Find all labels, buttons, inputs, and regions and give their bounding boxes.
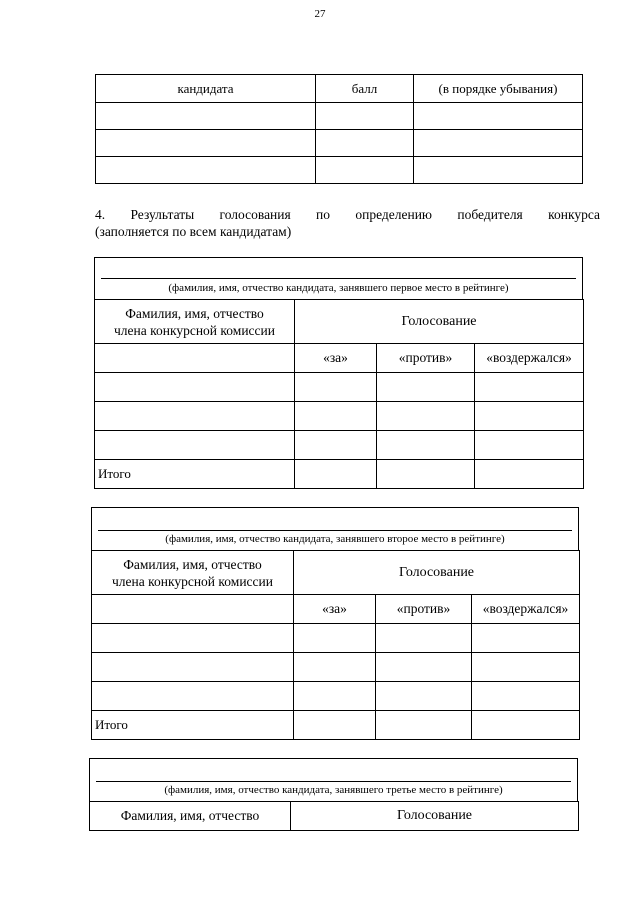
options-row [95, 344, 584, 373]
header-candidate: кандидата [96, 75, 316, 103]
total-row [92, 711, 580, 740]
fill-in-line [96, 781, 571, 782]
vote-table-1 [94, 299, 584, 489]
table-row [96, 103, 583, 130]
cell [95, 344, 295, 373]
member-name-header-line2: члена конкурсной комиссии [114, 322, 275, 338]
word: 4. [95, 207, 106, 222]
vote-table-3 [89, 801, 579, 831]
table-header-row [92, 551, 580, 595]
voting-header: Голосование [294, 551, 580, 595]
cell [316, 157, 414, 184]
cell [96, 130, 316, 157]
option-for: «за» [294, 595, 376, 624]
cell [376, 624, 472, 653]
cell [377, 431, 475, 460]
word: Результаты [130, 207, 195, 222]
voting-header: Голосование [291, 802, 579, 831]
word: определению [355, 207, 433, 222]
word: победителя [457, 207, 523, 222]
cell [95, 431, 295, 460]
cell [376, 682, 472, 711]
cell [92, 653, 294, 682]
cell [472, 682, 580, 711]
cell [316, 130, 414, 157]
section-4-paragraph [95, 206, 600, 240]
cell [295, 373, 377, 402]
candidate-3-name-box [89, 758, 578, 802]
fill-in-line [101, 278, 576, 279]
table-row [95, 402, 584, 431]
options-row [92, 595, 580, 624]
word: голосования [219, 207, 291, 222]
total-row [95, 460, 584, 489]
member-name-header-line1: Фамилия, имя, отчество [123, 556, 262, 572]
cell [294, 653, 376, 682]
cell [295, 402, 377, 431]
cell [92, 624, 294, 653]
cell [294, 711, 376, 740]
cell [95, 373, 295, 402]
candidate-2-name-box [91, 507, 579, 551]
cell [92, 682, 294, 711]
cell [95, 402, 295, 431]
candidates-rating-table [95, 74, 583, 184]
cell [475, 402, 584, 431]
table-row [92, 653, 580, 682]
total-label: Итого [92, 711, 294, 740]
cell [316, 103, 414, 130]
total-label: Итого [95, 460, 295, 489]
cell [472, 624, 580, 653]
table-row [96, 157, 583, 184]
candidate-1-caption: (фамилия, имя, отчество кандидата, занявшего первое место в рейтинге) [168, 282, 509, 294]
option-abstained: «воздержался» [475, 344, 584, 373]
cell [472, 653, 580, 682]
vote-table-2 [91, 550, 580, 740]
cell [294, 682, 376, 711]
option-against: «против» [377, 344, 475, 373]
table-row [92, 624, 580, 653]
cell [376, 653, 472, 682]
cell [414, 157, 583, 184]
table-header-row [90, 802, 579, 831]
voting-header: Голосование [295, 300, 584, 344]
cell [377, 402, 475, 431]
option-against: «против» [376, 595, 472, 624]
table-header-row [95, 300, 584, 344]
cell [376, 711, 472, 740]
member-name-header-line1: Фамилия, имя, отчество [125, 305, 264, 321]
cell [475, 373, 584, 402]
candidate-3-caption: (фамилия, имя, отчество кандидата, занявшего третье место в рейтинге) [164, 784, 503, 796]
member-name-header [95, 300, 295, 344]
cell [92, 595, 294, 624]
cell [475, 431, 584, 460]
word: по [316, 207, 331, 222]
paragraph-line-2: (заполняется по всем кандидатам) [95, 224, 292, 239]
header-score: балл [316, 75, 414, 103]
cell [96, 103, 316, 130]
cell [414, 103, 583, 130]
table-row [95, 373, 584, 402]
cell [475, 460, 584, 489]
cell [377, 373, 475, 402]
table-header-row [96, 75, 583, 103]
cell [96, 157, 316, 184]
candidate-1-name-box [94, 257, 583, 300]
paragraph-line-1 [95, 206, 600, 223]
cell [295, 431, 377, 460]
word: конкурса [548, 207, 600, 222]
member-name-header: Фамилия, имя, отчество [90, 802, 291, 831]
candidate-2-caption: (фамилия, имя, отчество кандидата, занявшего второе место в рейтинге) [165, 533, 505, 545]
table-row [96, 130, 583, 157]
member-name-header [92, 551, 294, 595]
header-order: (в порядке убывания) [414, 75, 583, 103]
option-for: «за» [295, 344, 377, 373]
option-abstained: «воздержался» [472, 595, 580, 624]
cell [295, 460, 377, 489]
cell [377, 460, 475, 489]
cell [294, 624, 376, 653]
fill-in-line [98, 530, 572, 531]
page-number: 27 [314, 8, 326, 20]
cell [472, 711, 580, 740]
table-row [95, 431, 584, 460]
table-row [92, 682, 580, 711]
member-name-header-line2: члена конкурсной комиссии [112, 573, 273, 589]
cell [414, 130, 583, 157]
